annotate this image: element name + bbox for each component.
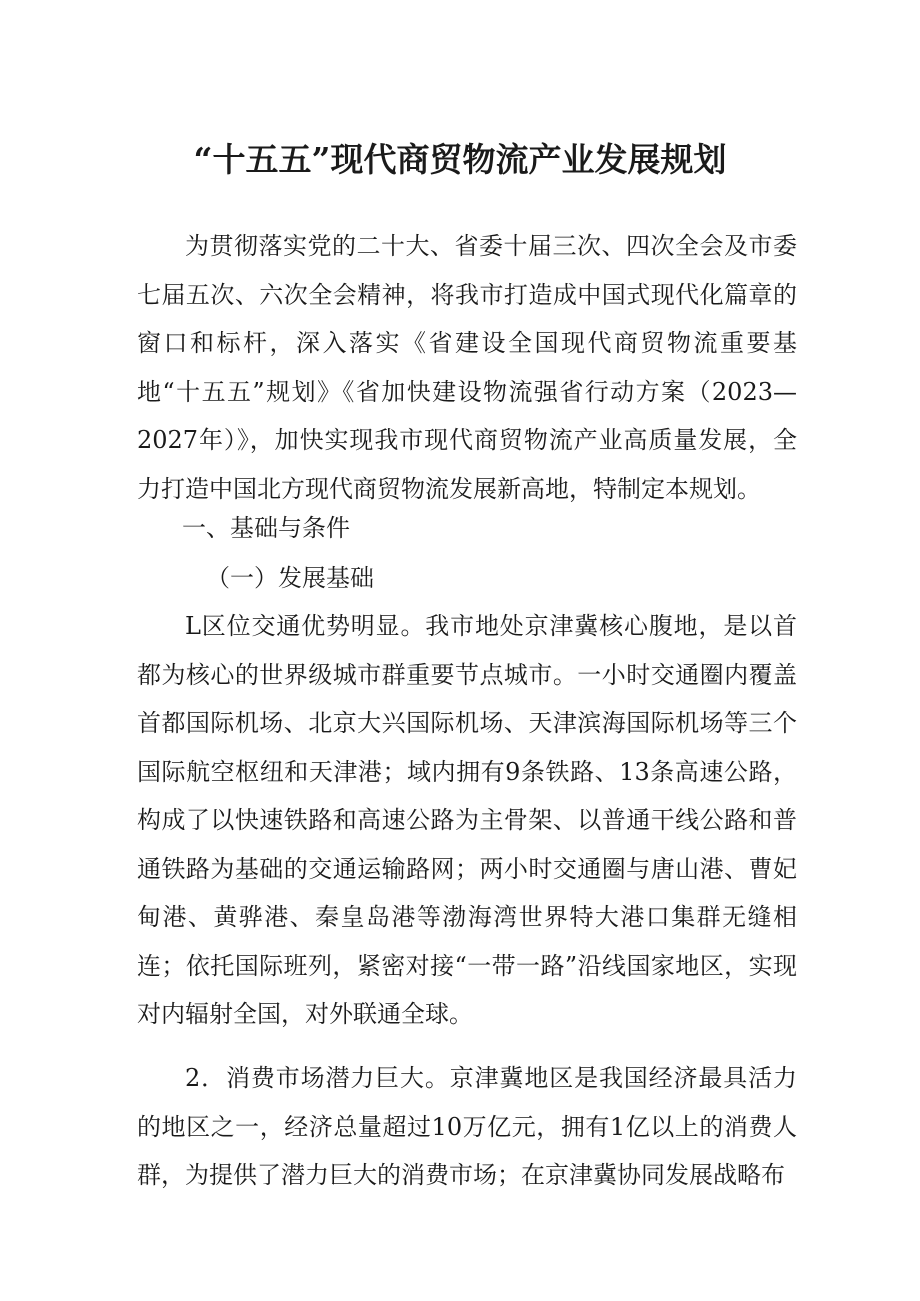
intro-paragraph: 为贯彻落实党的二十大、省委十届三次、四次全会及市委七届五次、六次全会精神，将我市打造成中国式现代化篇章的窗口和标杆，深入落实《省建设全国现代商贸物流重要基地“十五五”规划》《省加快建设物流强省行动方案（2023—2027年）》，加快实现我市现代商贸物流产业高质量发展，全力打造中国北方现代商贸物流发展新高地，特制定本规划。 — [137, 232, 797, 503]
paragraph-consumer-market: 2．消费市场潜力巨大。京津冀地区是我国经济最具活力的地区之一，经济总量超过10万亿元，拥有1亿以上的消费人群，为提供了潜力巨大的消费市场；在京津冀协同发展战略布 — [137, 1064, 797, 1189]
paragraph-location-advantage: L区位交通优势明显。我市地处京津冀核心腹地，是以首都为核心的世界级城市群重要节点城市。一小时交通圈内覆盖首都国际机场、北京大兴国际机场、天津滨海国际机场等三个国际航空枢纽和天津港；域内拥有9条铁路、13条高速公路，构成了以快速铁路和高速公路为主骨架、以普通干线公路和普通铁路为基础的交通运输路网；两小时交通圈与唐山港、曹妃甸港、黄骅港、秦皇岛港等渤海湾世界特大港口集群无缝相连；依托国际班列，紧密对接“一带一路”沿线国家地区，实现对内辐射全国，对外联通全球。 — [137, 612, 797, 1028]
section-heading-basis: 一、基础与条件 — [182, 514, 350, 542]
subsection-heading-foundation: （一）发展基础 — [206, 564, 374, 592]
document-title: “十五五”现代商贸物流产业发展规划 — [193, 140, 727, 180]
